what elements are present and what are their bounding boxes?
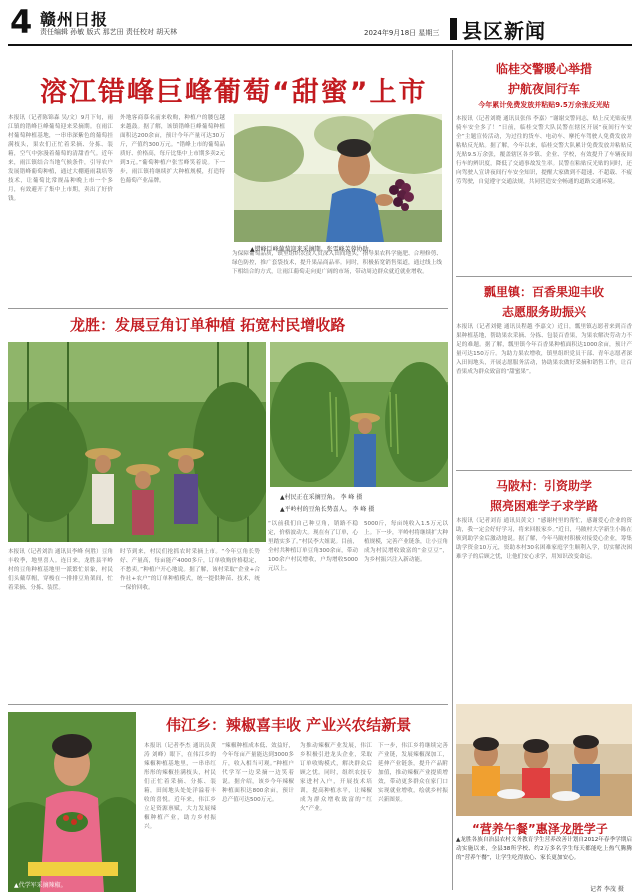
longsheng-caption-2: ▲平岭村的豆角长势喜人。 李 峰 摄 [280, 506, 375, 513]
right-story3-headline-1: 马陂村：引资助学 [495, 479, 592, 493]
right-story2-body: 本报讯（记者刘健 通讯员程越 李嘉文）近日，瓢里镇志愿者来到百香果种植基地，帮助果农采摘、分拣、包装百香果，为果农解决劳动力不足的难题。据了解，瓢里镇今年百香果种植面积达1000余亩，预计产量可达150万斤。为助力果农增收，镇里组织党员干部、青年志愿者深入田间地头，开展志愿服务活动，协助果农做好采摘和销售工作，让百香果成为群众致富的“甜蜜果”。 [456, 324, 632, 375]
separator [8, 704, 448, 705]
right-photo-students-lunch [456, 704, 632, 816]
lead-column-1: 本报讯（记者陈锦森 吴/文）9月下旬，雨江镇的错峰巨峰葡萄迎来采摘期。在雨江村葡萄种植基地，一串串深紫色的葡萄挂满枝头，果农们正忙着采摘、分拣、装箱，空气中弥漫着葡萄的清甜香气。近年来，雨江镇结合当地气候条件，引导农户发展错峰葡萄种植，通过大棚避雨栽培等技术，让葡萄比常规品种晚上市一个多月，有效避开了集中上市期，卖出了好价钱。 [8, 115, 113, 202]
right-story1-headline-1: 临桂交警暖心举措 [495, 62, 592, 76]
lead-column-3: 为保障葡萄品质，镇里组织农技人员深入田间地头，指导果农科学施肥、合理修剪、绿色防控，推广套袋技术，提升果品商品率。同时，积极拓宽销售渠道，通过线上线下相结合的方式，让雨江葡萄走向更广阔的市场，带动周边群众就近就业增收。 [232, 251, 442, 275]
section-title: 县区新闻 [462, 19, 546, 43]
longsheng-headline: 龙胜：发展豆角订单种植 拓宽村民增收路 [70, 316, 346, 334]
lead-column-2: 外地客商慕名前来收购，种植户的腰包越来越鼓。据了解，该镇错峰巨峰葡萄种植面积达200余亩，预计今年产量可达30万斤，产值约300万元。“错峰上市的葡萄品质好、价格高，每斤比集中上市期多卖2元到3元。”葡萄种植户张雪峰笑着说。下一步，雨江镇将继续扩大种植规模，打造特色葡萄产业品牌。 [120, 115, 225, 184]
right-story3-body: 本报讯（记者刘育 通讯员黄文）“感谢村里的帮忙，感谢爱心企业的资助，我一定会好好学习，将来回报家乡。”近日，马陂村大学新生小陈在领到助学金后激动地说。据了解，今年马陂村积极对接爱心企业，筹集助学资金10万元，资助本村30名困难家庭学生顺利入学，切实解决困难学子的后顾之忧，让他们安心求学，用知识改变命运。 [456, 518, 632, 560]
weijiang-column-3: 为推动辣椒产业发展，伟江乡积极引进龙头企业，采取订单收购模式，解决群众后顾之忧。同时，组织农技专家进村入户，开展技术培训，提高种植水平，让辣椒成为群众增收致富的“红火”产业。 [300, 743, 372, 812]
longsheng-column-2: 时节到来，村民们抢抓农时采摘上市。“今年豆角长势好、产量高，每亩能产4000多斤，订单收购价格稳定，不愁卖。”种植户开心地说。据了解，该村采取“企业+合作社+农户”的订单种植模式，统一提供种苗、技术，统一保价回收。 [120, 549, 260, 591]
weijiang-photo-chili-farmer [8, 712, 136, 892]
separator [456, 276, 632, 277]
right-story1-body: 本报讯（记者刘晓 通讯员张伟 李嘉）“谢谢交警同志，贴上反光贴夜里骑车安全多了！”日前，临桂交警大队民警在辖区开展“夜间行车安全”主题宣传活动，为过往的货车、电动车、摩托车驾驶人免费发放并粘贴反光贴。据了解，今年以来，临桂交警大队累计免费发放并粘贴反光贴9.5万余张，覆盖辖区各乡镇、企业、学校，有效提升了车辆夜间行车的辨识度，降低了交通事故发生率。民警在粘贴反光贴的同时，还向驾驶人宣讲夜间行车安全知识，提醒大家做到不超速、不超载、不疲劳驾驶，自觉遵守交通法规，共同营造安全畅通的道路交通环境。 [456, 116, 632, 185]
lead-headline: 溶江错峰巨峰葡萄“甜蜜”上市 [40, 77, 428, 108]
column-divider [452, 50, 453, 890]
longsheng-caption-1: ▲村民正在采摘豆角。 李 峰 摄 [280, 494, 363, 501]
weijiang-headline: 伟江乡：辣椒喜丰收 产业兴农结新景 [166, 716, 412, 734]
lead-photo-caption: ▲错峰巨峰葡萄迎来采摘期。张雪峰芙蓉协助。 [250, 246, 375, 253]
editor-credits: 责任编辑 孙敏 版式 那艺田 责任校对 胡天林 [40, 28, 178, 36]
newspaper-name: 赣州日报 [40, 10, 109, 29]
right-story4-caption: ▲龙胜各族自治县农村义务教育学生营养改善计划自2012年春季学期启动实施以来，全县38所学校、约2万多名学生每天都能吃上热气腾腾的“营养午餐”，让学生吃得放心、家长更加安心。 [456, 837, 632, 861]
right-story4-headline: “营养午餐”惠泽龙胜学子 [472, 822, 608, 836]
issue-date: 2024年9月18日 星期三 [364, 29, 440, 37]
separator [8, 308, 448, 309]
longsheng-column-3: “以前我们自己种豆角，销路不稳定，价格波动大。现在有了订单，心里踏实多了。”村民李大姐说。目前，全村共种植订单豆角300余亩，带动100余户村民增收，户均增收5000元以上。 [268, 521, 358, 572]
right-story1-subhead: 今年累计免费发放并粘贴9.5万余张反光贴 [478, 101, 610, 109]
separator [456, 470, 632, 471]
longsheng-photo-harvest [8, 342, 266, 542]
longsheng-photo-beans [270, 342, 448, 487]
weijiang-column-2: “辣椒种植成本低、效益好，今年每亩产量能达到3000多斤，收入相当可观。”种植户代学军一边采摘一边笑着说。据介绍，该乡今年辣椒种植面积达800余亩，预计总产值可达500万元。 [222, 743, 294, 803]
page-number: 4 [10, 3, 33, 41]
right-story2-headline-2: 志愿服务助振兴 [501, 305, 586, 319]
longsheng-column-4: 5000斤，每亩纯收入1.5万元以上。下一步，平岭村将继续扩大种植规模，完善产业链条，让小豆角成为村民增收致富的“金豆豆”，为乡村振兴注入新动能。 [364, 521, 448, 563]
weijiang-column-1: 本报讯（记者李杰 通讯员黄涛 刘峰）眼下，在伟江乡的辣椒种植基地里，一串串红彤彤的辣椒挂满枝头，村民们正忙着采摘、分拣、装箱，田间地头处处洋溢着丰收的喜悦。近年来，伟江乡立足资源禀赋，大力发展辣椒种植产业，助力乡村振兴。 [144, 743, 216, 830]
header-rule [8, 44, 632, 46]
right-story4-credit: 记者 李茂 摄 [590, 886, 624, 893]
right-story1-headline-2: 护航夜间行车 [507, 82, 580, 96]
weijiang-photo-caption: ▲代学军采摘辣椒。 [14, 882, 67, 889]
page-header [0, 0, 640, 46]
right-story3-headline-2: 照亮困难学子求学路 [489, 499, 598, 513]
lead-photo-grape-farmer [234, 114, 442, 242]
longsheng-column-1: 本报讯（记者刘浩 通讯员李峰 何胜）豆角丰收季，地里喜人。连日来，龙胜县平岭村的豆角种植基地里一派繁忙景象，村民们头戴草帽，穿梭在一排排豆角架间，忙着采摘、分拣、装筐。 [8, 549, 113, 591]
section-marker [450, 18, 457, 40]
right-story2-headline-1: 瓢里镇：百香果迎丰收 [483, 285, 604, 299]
weijiang-column-4: 下一步，伟江乡将继续完善产业链，发展辣椒深加工，延伸产业链条，提升产品附加值，推动辣椒产业提质增效，带动更多群众在家门口实现就业增收，绘就乡村振兴新图景。 [378, 743, 448, 803]
